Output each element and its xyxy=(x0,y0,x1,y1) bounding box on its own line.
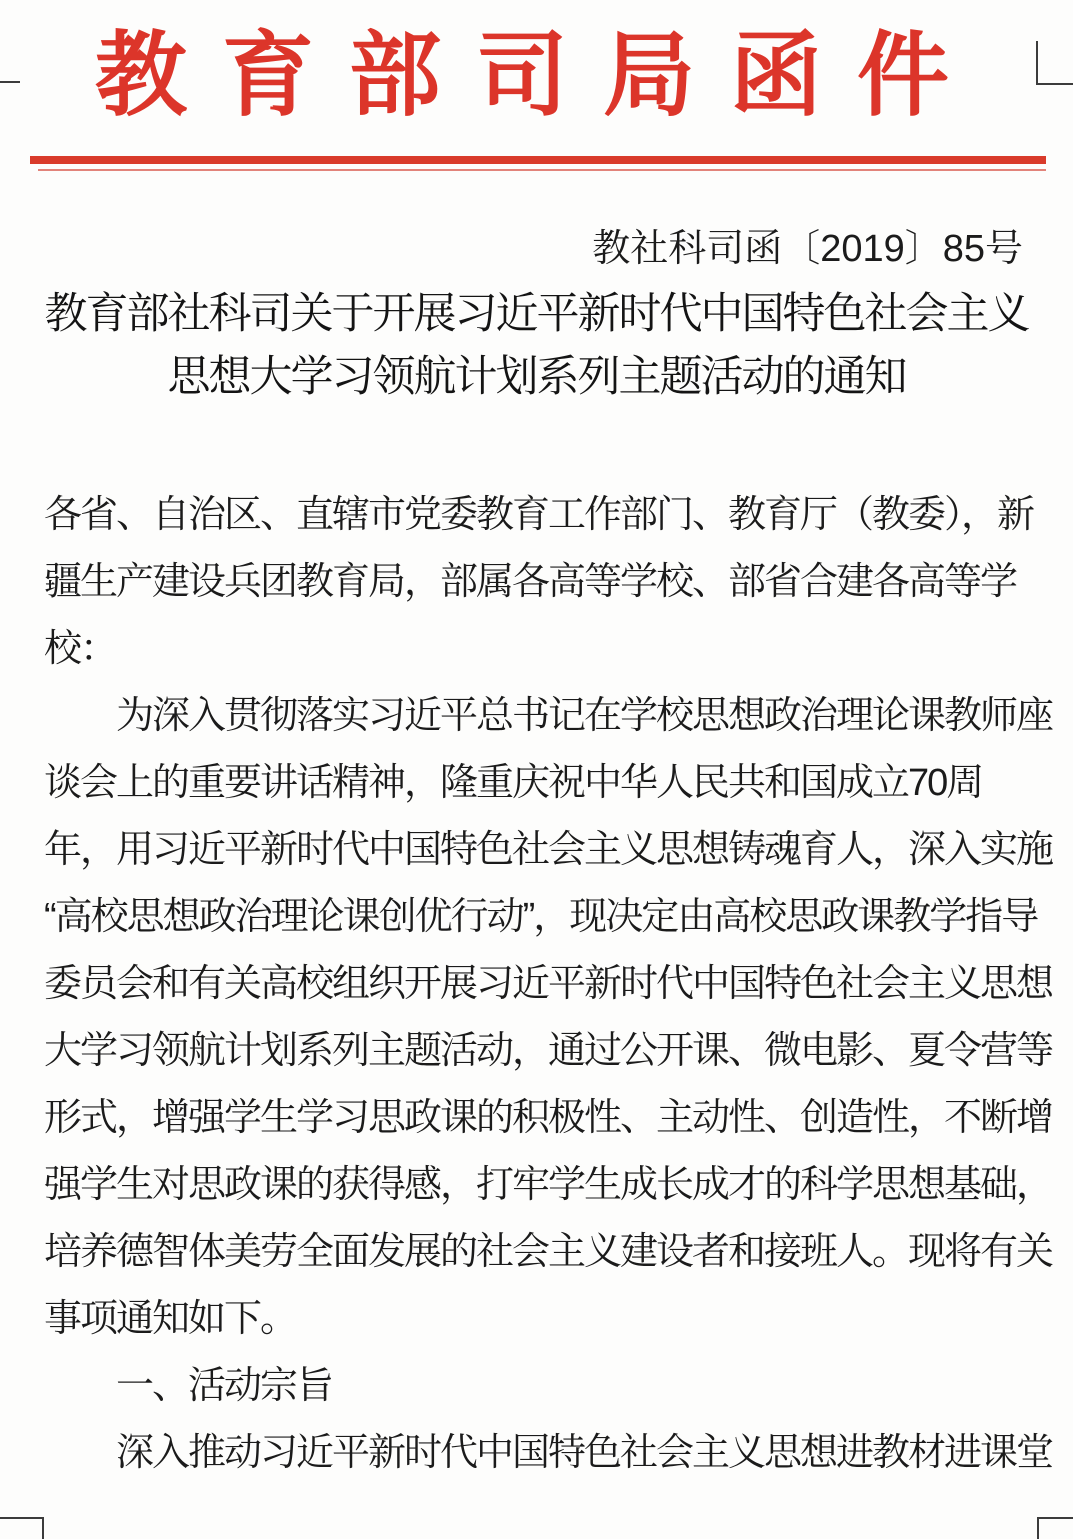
salutation-line: 校： xyxy=(44,628,117,670)
body-line: 为深入贯彻落实习近平总书记在学校思想政治理论课教师座 xyxy=(116,695,1053,737)
document-body xyxy=(44,482,1053,1487)
body-line: 大学习领航计划系列主题活动，通过公开课、微电影、夏令营等 xyxy=(44,1030,1053,1072)
body-line: 委员会和有关高校组织开展习近平新时代中国特色社会主义思想 xyxy=(44,963,1053,1005)
document-title xyxy=(0,283,1073,409)
crop-mark-bottom-right xyxy=(1037,1517,1073,1539)
crop-mark-top-right xyxy=(1036,41,1073,85)
body-line: 事项通知如下。 xyxy=(44,1298,297,1340)
document-title-line-1: 教育部社科司关于开展习近平新时代中国特色社会主义 xyxy=(44,290,1029,338)
salutation-line: 各省、自治区、直辖市党委教育工作部门、教育厅（教委），新 xyxy=(44,494,1034,536)
document-title-line-2: 思想大学习领航计划系列主题活动的通知 xyxy=(167,353,906,401)
letterhead-title: 教育部司局函件 xyxy=(95,25,985,127)
body-line: 深入推动习近平新时代中国特色社会主义思想进教材进课堂 xyxy=(116,1432,1053,1474)
salutation-line: 疆生产建设兵团教育局，部属各高等学校、部省合建各高等学 xyxy=(44,561,1017,603)
section-heading-activity-purpose: 一、活动宗旨 xyxy=(116,1365,333,1407)
letterhead-rule-thick xyxy=(30,156,1046,164)
letterhead-rule-thin xyxy=(38,169,1046,171)
body-line: 强学生对思政课的获得感，打牢学生成长成才的科学思想基础， xyxy=(44,1164,1053,1206)
body-line: 年，用习近平新时代中国特色社会主义思想铸魂育人，深入实施 xyxy=(44,829,1053,871)
document-number: 教社科司函〔2019〕85号 xyxy=(592,228,1023,270)
body-line: “高校思想政治理论课创优行动”，现决定由高校思政课教学指导 xyxy=(44,896,1038,938)
crop-mark-bottom-left xyxy=(0,1517,44,1539)
body-line: 形式，增强学生学习思政课的积极性、主动性、创造性，不断增 xyxy=(44,1097,1053,1139)
crop-mark-top-left xyxy=(0,81,20,83)
body-line: 培养德智体美劳全面发展的社会主义建设者和接班人。现将有关 xyxy=(44,1231,1053,1273)
body-line: 谈会上的重要讲话精神，隆重庆祝中华人民共和国成立70周 xyxy=(44,762,983,804)
